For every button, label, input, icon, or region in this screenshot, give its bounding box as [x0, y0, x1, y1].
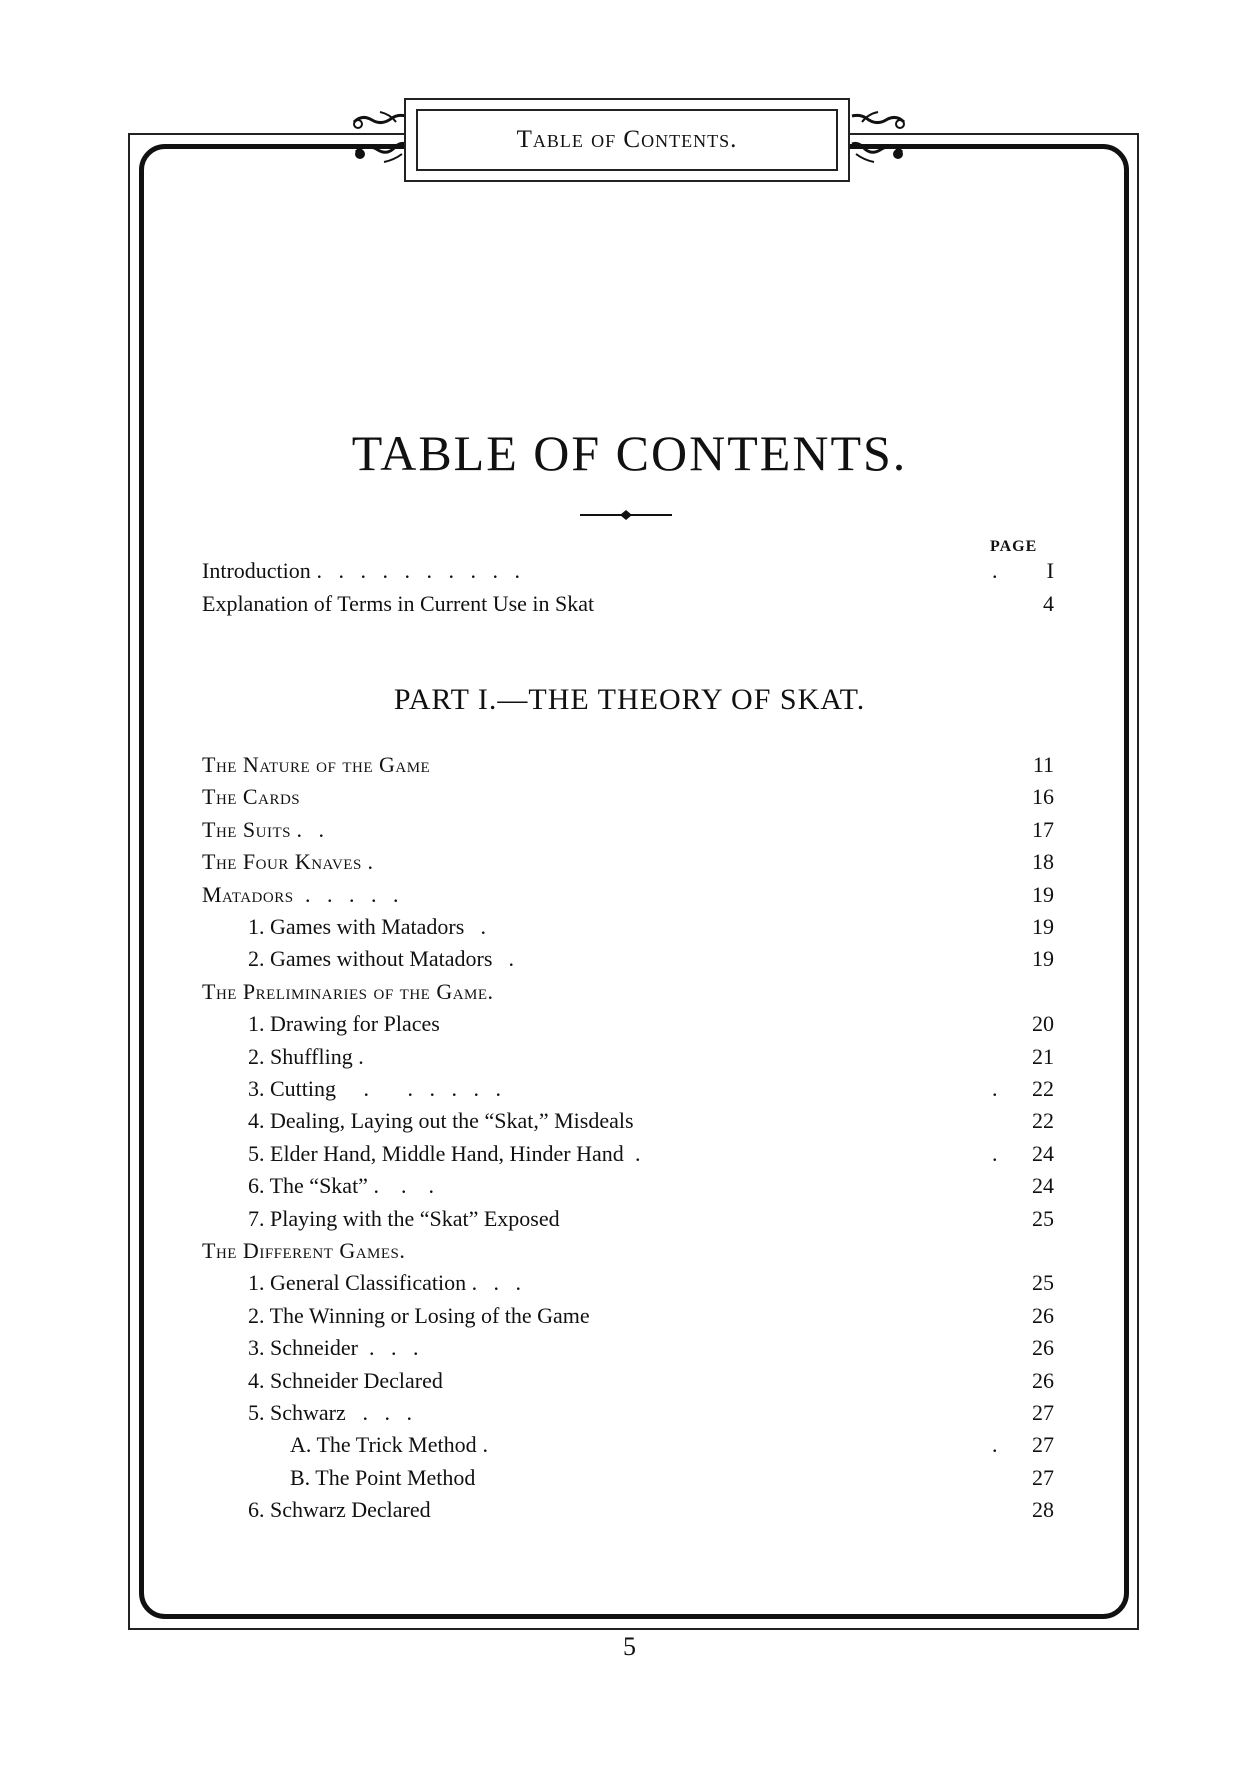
toc-entry-leader: . . . . . .: [336, 1076, 501, 1101]
toc-entry-page: 4: [1043, 591, 1054, 616]
toc-entry-label: 2. Shuffling .: [248, 1043, 364, 1069]
toc-entry-label: 4. Dealing, Laying out the “Skat,” Misdeals: [248, 1108, 634, 1134]
toc-entry-page: 16: [1032, 784, 1054, 810]
toc-entry-label: 7. Playing with the “Skat” Exposed: [248, 1205, 560, 1231]
toc-entry: [202, 1465, 1054, 1497]
toc-entry-label: The Cards: [202, 784, 301, 810]
toc-entry-label: 5. Schwarz: [248, 1400, 346, 1425]
toc-entry-page: 26: [1032, 1302, 1054, 1328]
running-header: Table of Contents.: [516, 126, 738, 153]
toc-entry-page: 20: [1032, 1011, 1054, 1037]
toc-entry: [202, 1076, 1054, 1108]
toc-entry: [202, 979, 1054, 1011]
toc-entry: [202, 752, 1054, 784]
toc-entry: [202, 1335, 1054, 1367]
toc-entry-label: The Suits: [202, 816, 292, 842]
toc-entry: [202, 1368, 1054, 1400]
toc-entry-label: The Preliminaries of the Game.: [202, 978, 494, 1004]
toc-entry-page-leader: .: [992, 1076, 998, 1101]
page-title: TABLE OF CONTENTS.: [351, 425, 908, 481]
toc-entry: [202, 1141, 1054, 1173]
toc-entry-page: 27: [1032, 1432, 1054, 1458]
toc-entry-label: 4. Schneider Declared: [248, 1367, 443, 1393]
page-number: 5: [623, 1632, 636, 1661]
toc-entry-leader: . . .: [358, 1335, 419, 1361]
page-column-label: PAGE: [990, 538, 1038, 555]
toc-entry-page-leader: .: [992, 1140, 998, 1166]
toc-entry: [202, 558, 1054, 590]
toc-entry-page-leader: .: [992, 558, 998, 583]
toc-entry-page: 25: [1032, 1205, 1054, 1231]
toc-entry-page: 27: [1032, 1464, 1054, 1490]
toc-entry-label: 3. Schneider: [248, 1335, 358, 1361]
toc-entry: [202, 1238, 1054, 1270]
toc-entry: [202, 1011, 1054, 1043]
toc-entry: [202, 914, 1054, 946]
toc-entry: [202, 1497, 1054, 1529]
toc-entry-leader: . . . . . . . . . .: [311, 558, 520, 583]
header-cartouche-inner: [416, 109, 838, 171]
toc-entry-page: 11: [1032, 752, 1054, 777]
toc-entry: [202, 1270, 1054, 1302]
toc-entry-label: 1. General Classification .: [248, 1270, 478, 1296]
title-rule-ornament-icon: [580, 508, 672, 522]
toc-entry-leader: .: [624, 1140, 641, 1166]
toc-entry-label: The Nature of the Game: [202, 752, 431, 777]
toc-entry-page: 28: [1032, 1497, 1054, 1523]
toc-entry-label: 3. Cutting: [248, 1076, 337, 1101]
toc-entry-page: 25: [1032, 1270, 1054, 1296]
toc-entry-page: 27: [1032, 1400, 1054, 1425]
toc-entry: [202, 1108, 1054, 1140]
toc-entry-label: Explanation of Terms in Current Use in Skat: [202, 591, 595, 616]
toc-entry-page: 24: [1032, 1173, 1054, 1199]
toc-entry: [202, 817, 1054, 849]
toc-entry: [202, 1432, 1054, 1464]
toc-entry: [202, 1044, 1054, 1076]
right-scroll-ornament-icon: [850, 108, 908, 170]
toc-entry-page: 17: [1032, 816, 1054, 842]
toc-entry-label: Matadors: [202, 881, 294, 907]
toc-entry-label: The Different Games.: [202, 1238, 406, 1263]
left-scroll-ornament-icon: [350, 108, 408, 170]
toc-entry-label: Introduction: [202, 558, 311, 583]
toc-entry-page-leader: .: [992, 1432, 998, 1458]
toc-entry: [202, 849, 1054, 881]
toc-entry: [202, 1173, 1054, 1205]
toc-entry-page: 22: [1032, 1076, 1054, 1101]
toc-entry-page: 19: [1032, 881, 1054, 907]
toc-entry-page: 21: [1032, 1043, 1054, 1069]
toc-entry-leader: . .: [477, 1270, 521, 1296]
toc-entry-leader: . . .: [368, 1173, 434, 1199]
toc-entry: [202, 1206, 1054, 1238]
header-cartouche: [404, 98, 850, 182]
toc-entry: [202, 591, 1054, 623]
toc-entry: [202, 1400, 1054, 1432]
toc-entry-label: 6. The “Skat”: [248, 1173, 368, 1199]
toc-entry-leader: . .: [291, 816, 324, 842]
toc-entry: [202, 784, 1054, 816]
part-title: PART I.—THE THEORY OF SKAT.: [393, 683, 866, 716]
toc-entry-label: 2. Games without Matadors: [248, 946, 493, 972]
toc-entry-leader: . . . . .: [294, 881, 399, 907]
toc-entry-leader: .: [492, 946, 514, 972]
toc-entry-label: 6. Schwarz Declared: [248, 1497, 431, 1523]
toc-entry-page: 19: [1032, 946, 1054, 972]
toc-entry: [202, 1303, 1054, 1335]
toc-entry-page: I: [1046, 558, 1054, 583]
toc-entry-page: 19: [1032, 914, 1054, 939]
toc-entry-label: 1. Games with Matadors: [248, 914, 465, 939]
toc-entry: [202, 882, 1054, 914]
toc-entry-page: 18: [1032, 849, 1054, 875]
toc-entry-page: 24: [1032, 1140, 1054, 1166]
toc-entry-page: 26: [1032, 1335, 1054, 1361]
toc-entry-label: B. The Point Method: [290, 1464, 476, 1490]
toc-entry-label: The Four Knaves: [202, 849, 362, 875]
toc-entry-page: 22: [1032, 1108, 1054, 1134]
toc-entry-page: 26: [1032, 1367, 1054, 1393]
toc-entry-leader: .: [477, 1432, 488, 1458]
toc-entry-label: 5. Elder Hand, Middle Hand, Hinder Hand: [248, 1140, 624, 1166]
toc-entry-leader: .: [362, 849, 373, 875]
toc-entry-label: 1. Drawing for Places: [248, 1011, 440, 1037]
toc-entry-leader: . . .: [346, 1400, 412, 1425]
toc-entry-label: 2. The Winning or Losing of the Game: [248, 1302, 590, 1328]
toc-entry-leader: .: [464, 914, 486, 939]
toc-entry: [202, 946, 1054, 978]
toc-entry-label: A. The Trick Method: [290, 1432, 477, 1458]
